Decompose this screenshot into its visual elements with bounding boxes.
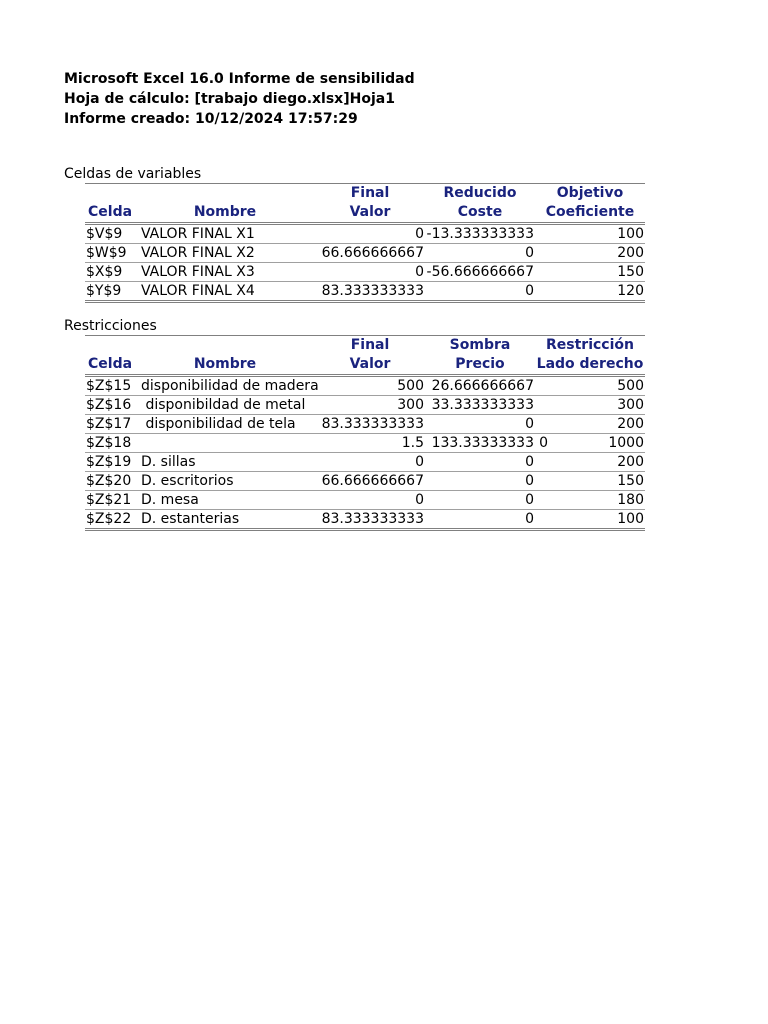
- cell-coef: 120: [535, 282, 645, 302]
- table-row: [85, 244, 645, 263]
- col-header-celda: Celda: [85, 355, 135, 376]
- col-header-top: [135, 184, 315, 204]
- cell-celda: $Z$20: [85, 472, 135, 491]
- cell-nombre: VALOR FINAL X2: [135, 244, 315, 263]
- cell-celda: $Y$9: [85, 282, 135, 302]
- cell-precio: 0: [425, 415, 535, 434]
- report-header: [64, 69, 415, 129]
- cell-valor: 0: [315, 491, 425, 510]
- table-row: [85, 510, 645, 530]
- cell-nombre: disponibilidad de madera: [135, 376, 315, 396]
- cell-nombre: D. estanterias: [135, 510, 315, 530]
- cell-celda: $Z$16: [85, 396, 135, 415]
- cell-celda: $Z$19: [85, 453, 135, 472]
- cell-precio: 0: [425, 472, 535, 491]
- cell-valor: 83.333333333: [315, 282, 425, 302]
- col-header-nombre: Nombre: [135, 355, 315, 376]
- restricciones-table: [85, 335, 645, 531]
- cell-precio: 33.333333333: [425, 396, 535, 415]
- cell-lado: [535, 434, 645, 453]
- cell-valor: 0: [315, 224, 425, 244]
- cell-coste: 0: [425, 282, 535, 302]
- cell-coste: 0: [425, 244, 535, 263]
- col-header-valor: Valor: [315, 355, 425, 376]
- cell-celda: $V$9: [85, 224, 135, 244]
- cell-precio: 26.666666667: [425, 376, 535, 396]
- col-header-valor: Valor: [315, 203, 425, 224]
- cell-valor: 66.666666667: [315, 472, 425, 491]
- col-header-top: Sombra: [425, 336, 535, 356]
- cell-lado-value: 0: [539, 435, 548, 451]
- cell-valor: 83.333333333: [315, 510, 425, 530]
- cell-coef: 100: [535, 224, 645, 244]
- cell-lado: 100: [535, 510, 645, 530]
- cell-valor: 0: [315, 453, 425, 472]
- cell-nombre: D. escritorios: [135, 472, 315, 491]
- cell-nombre: [135, 434, 315, 453]
- col-header-nombre: Nombre: [135, 203, 315, 224]
- cell-coef: 200: [535, 244, 645, 263]
- cell-valor: 300: [315, 396, 425, 415]
- cell-celda: $Z$17: [85, 415, 135, 434]
- table-row: [85, 263, 645, 282]
- cell-coef: 150: [535, 263, 645, 282]
- cell-celda: $Z$15: [85, 376, 135, 396]
- cell-precio: 0: [425, 510, 535, 530]
- cell-nombre: D. mesa: [135, 491, 315, 510]
- cell-valor: 66.666666667: [315, 244, 425, 263]
- cell-valor: 83.333333333: [315, 415, 425, 434]
- col-header-top: Final: [315, 184, 425, 204]
- report-sheet: Hoja de cálculo: [trabajo diego.xlsx]Hoja1: [64, 91, 395, 107]
- table-row: [85, 224, 645, 244]
- variables-section-title: Celdas de variables: [64, 166, 202, 182]
- restricciones-section-title: Restricciones: [64, 318, 157, 334]
- table-row: [85, 434, 645, 453]
- table-row: [85, 491, 645, 510]
- cell-extra-value: 1000: [608, 435, 644, 451]
- col-header-lado-derecho: Lado derecho: [535, 355, 645, 376]
- cell-lado: 300: [535, 396, 645, 415]
- cell-precio: 133.33333333: [425, 434, 535, 453]
- cell-nombre: VALOR FINAL X1: [135, 224, 315, 244]
- cell-nombre: VALOR FINAL X3: [135, 263, 315, 282]
- col-header-top: Restricción: [535, 336, 645, 356]
- variables-table: [85, 183, 645, 303]
- cell-valor: 0: [315, 263, 425, 282]
- cell-nombre: disponibilidad de tela: [135, 415, 315, 434]
- cell-lado: 200: [535, 453, 645, 472]
- col-header-coeficiente: Coeficiente: [535, 203, 645, 224]
- col-header-celda: Celda: [85, 203, 135, 224]
- cell-lado: 150: [535, 472, 645, 491]
- cell-celda: $W$9: [85, 244, 135, 263]
- cell-celda: $X$9: [85, 263, 135, 282]
- cell-lado: 200: [535, 415, 645, 434]
- table-row: [85, 282, 645, 302]
- cell-lado: 500: [535, 376, 645, 396]
- cell-coste: -56.666666667: [426, 264, 534, 280]
- col-header-top: [85, 184, 135, 204]
- cell-nombre: VALOR FINAL X4: [135, 282, 315, 302]
- cell-celda: $Z$22: [85, 510, 135, 530]
- table-row: [85, 376, 645, 396]
- report-created: Informe creado: 10/12/2024 17:57:29: [64, 111, 358, 127]
- table-row: [85, 453, 645, 472]
- table-row: [85, 472, 645, 491]
- col-header-top: Objetivo: [535, 184, 645, 204]
- table-row: [85, 396, 645, 415]
- col-header-precio: Precio: [425, 355, 535, 376]
- cell-precio: 0: [425, 491, 535, 510]
- cell-nombre: disponibildad de metal: [135, 396, 315, 415]
- col-header-top: [135, 336, 315, 356]
- cell-precio: 0: [425, 453, 535, 472]
- cell-valor: 1.5: [315, 434, 425, 453]
- cell-celda: $Z$18: [85, 434, 135, 453]
- table-row: [85, 415, 645, 434]
- col-header-top: Reducido: [425, 184, 535, 204]
- cell-valor: 500: [315, 376, 425, 396]
- cell-celda: $Z$21: [85, 491, 135, 510]
- col-header-top: Final: [315, 336, 425, 356]
- cell-lado: 180: [535, 491, 645, 510]
- cell-coste: -13.333333333: [425, 224, 535, 244]
- report-title: Microsoft Excel 16.0 Informe de sensibilidad: [64, 71, 415, 87]
- col-header-coste: Coste: [425, 203, 535, 224]
- col-header-top: [85, 336, 135, 356]
- cell-nombre: D. sillas: [135, 453, 315, 472]
